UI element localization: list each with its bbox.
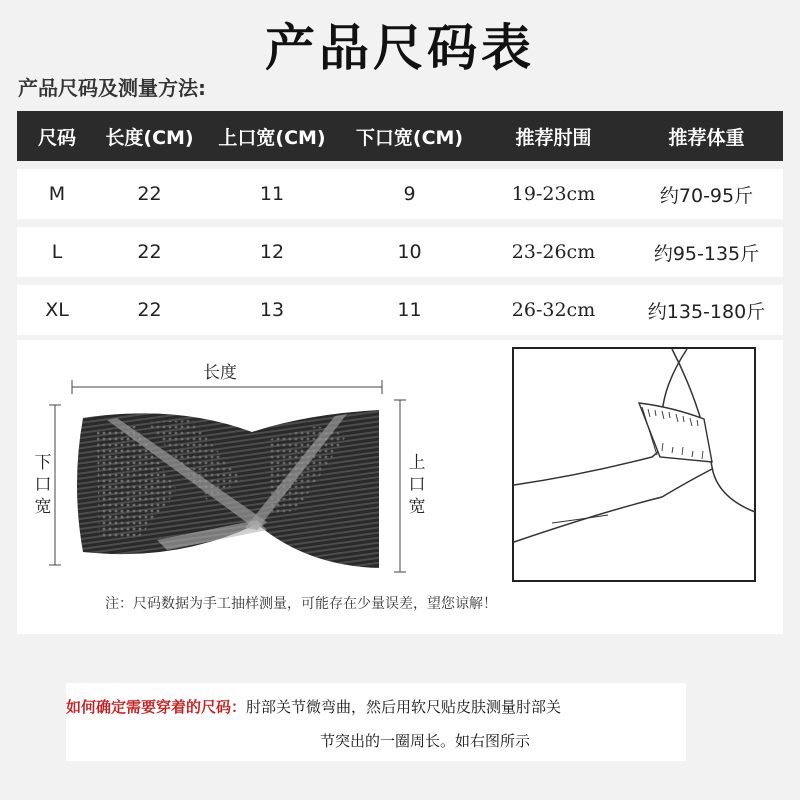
header-length: 长度(CM) <box>105 126 194 149</box>
measurement-figure-panel <box>17 340 783 634</box>
page-title: 产品尺码表 <box>265 19 535 77</box>
cell-top-width: 12 <box>259 241 285 263</box>
header-top-width: 上口宽(CM) <box>218 126 326 149</box>
cell-weight: 约95-135斤 <box>653 242 760 265</box>
cell-length: 22 <box>137 299 162 321</box>
how-to-question: 如何确定需要穿着的尺码： <box>66 698 247 716</box>
header-weight: 推荐体重 <box>668 126 745 149</box>
size-table <box>17 111 783 335</box>
length-label: 长度 <box>203 363 237 383</box>
how-to-line-1 <box>66 691 561 724</box>
cell-elbow: 26-32cm <box>511 299 596 321</box>
cell-elbow: 19-23cm <box>511 183 596 205</box>
cell-length: 22 <box>137 241 162 263</box>
cell-top-width: 11 <box>259 183 285 205</box>
cell-top-width: 13 <box>259 299 285 321</box>
header-size: 尺码 <box>37 126 76 149</box>
header-bottom-width: 下口宽(CM) <box>355 126 464 149</box>
header-elbow: 推荐肘围 <box>515 126 592 149</box>
table-row <box>17 169 783 219</box>
how-to-text-1: 肘部关节微弯曲，然后用软尺贴皮肤测量肘部关 <box>246 698 562 716</box>
cell-size: L <box>51 241 63 263</box>
cell-length: 22 <box>137 183 162 205</box>
cell-weight: 约70-95斤 <box>659 184 754 207</box>
table-row <box>17 285 783 335</box>
table-header <box>17 111 783 161</box>
cell-bottom-width: 10 <box>397 241 422 263</box>
measurement-note: 注：尺码数据为手工抽样测量，可能存在少量误差，望您谅解！ <box>105 596 497 612</box>
cell-bottom-width: 9 <box>403 183 416 205</box>
cell-bottom-width: 11 <box>397 299 422 321</box>
how-to-text-2: 节突出的一圈周长。如右图所示 <box>320 732 531 750</box>
arm-measuring-sketch <box>512 347 756 582</box>
cell-weight: 约135-180斤 <box>647 300 766 323</box>
section-subtitle: 产品尺码及测量方法: <box>18 76 206 100</box>
cell-elbow: 23-26cm <box>511 241 596 263</box>
cell-size: M <box>48 183 66 205</box>
top-width-label: 上口宽 <box>408 453 426 517</box>
bottom-width-label: 下口宽 <box>34 453 52 517</box>
table-row <box>17 227 783 277</box>
cell-size: XL <box>45 299 69 321</box>
how-to-measure-box <box>66 683 686 761</box>
